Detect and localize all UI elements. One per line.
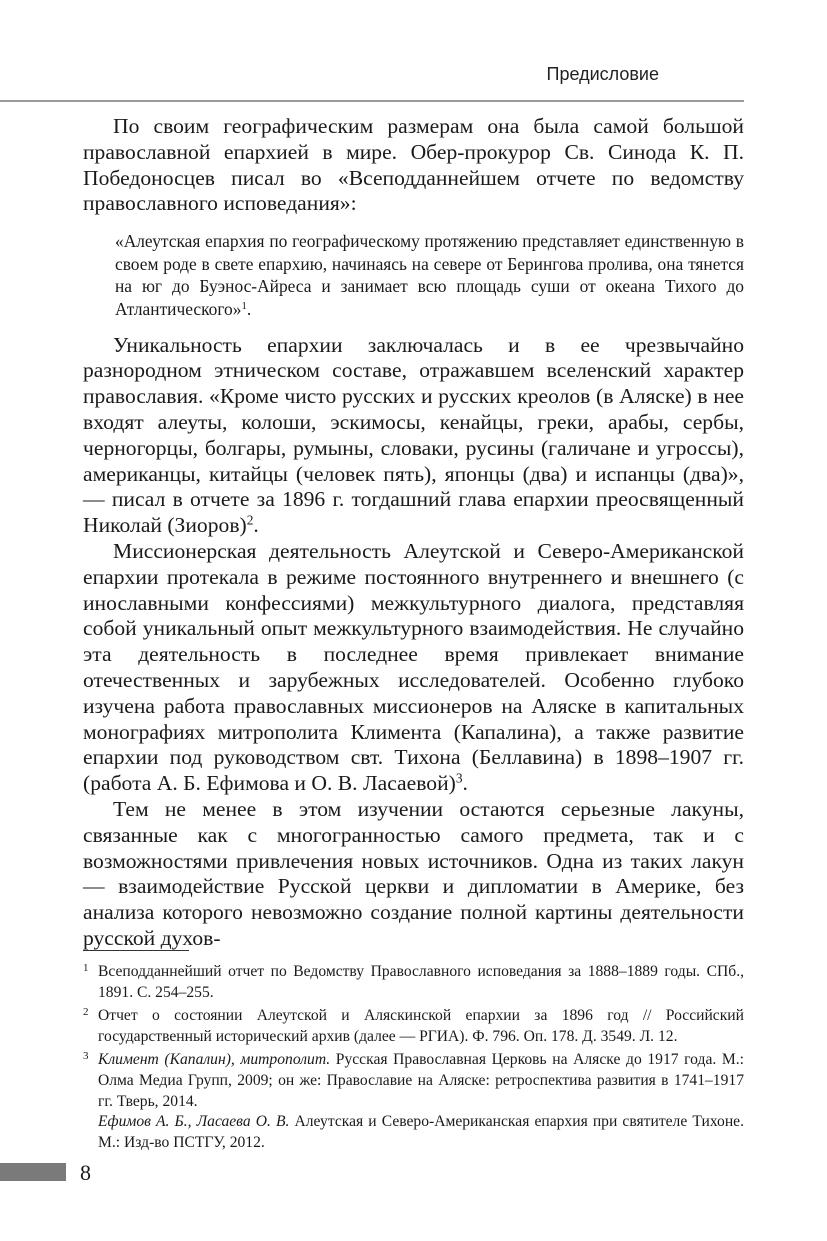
footnote-ref-1[interactable]: 1 xyxy=(241,300,247,313)
footnote-text: Русская Православная Церковь на Аляске до 1917 года. М.: Олма Медиа Групп, 2009; он же: Православие на Аляске: ретроспектива развития в 1741–1917 гг. Тверь, 2014. xyxy=(98,1051,744,1110)
footnote-number: 3 xyxy=(83,1050,89,1063)
paragraph-4-text: Тем не менее в этом изучении остаются серьезные лакуны, связанные как с многогранностью самого предмета, так и с возможностями привлечения новых источников. Одна из таких лакун — взаимодействие Русской церкви и дипломатии в Америке, без анализа которого невозможно создание полной картины деятельности русской духов- xyxy=(83,796,744,950)
paragraph-1-text: По своим географическим размерам она была самой большой православной епархией в мире. Обер-прокурор Св. Синода К. П. Победоносцев писал во «Всеподданнейшем отчете по ведомству православного исповедания»: xyxy=(83,114,744,216)
footnotes xyxy=(83,962,744,1156)
paragraph-2 xyxy=(83,333,744,539)
paragraph-4 xyxy=(83,797,744,952)
footnote-number: 1 xyxy=(83,962,89,974)
footnote-text: Отчет о состоянии Алеутской и Аляскинской епархии за 1896 год // Российский государственный исторический архив (далее — РГИА). Ф. 796. Оп. 178. Д. 3549. Л. 12. xyxy=(98,1007,744,1045)
paragraph-1 xyxy=(83,114,744,217)
footnote-2 xyxy=(83,1006,744,1047)
paragraph-3 xyxy=(83,539,744,797)
block-quote-text: «Алеутская епархия по географическому протяжению представляет единственную в своем роде в свете епархию, начинаясь на севере от Берингова пролива, она тянется на юг до Буэнос-Айреса и занимает всю площадь суши от океана Тихого до Атлантического» xyxy=(115,231,744,319)
header-rule xyxy=(0,100,744,102)
paragraph-3-end: . xyxy=(462,771,468,796)
footnote-3 xyxy=(83,1050,744,1153)
footnote-ref-3[interactable]: 3 xyxy=(455,770,463,786)
block-quote xyxy=(115,230,744,320)
main-text xyxy=(83,114,744,952)
paragraph-2-text: Уникальность епархии заключалась и в ее чрезвычайно разнородном этническом составе, отражавшем вселенский характер православия. «Кроме чисто русских и русских креолов (в Аляске) в нее входят алеуты, колоши, эскимосы, кенайцы, греки, арабы, сербы, черногорцы, болгары, румыны, словаки, русины (галичане и угроссы), американцы, китайцы (человек пять), японцы (два) и испанцы (два)», — писал в отчете за 1896 г. тогдашний глава епархии преосвященный Николай (Зиоров) xyxy=(83,332,744,538)
block-quote-end: . xyxy=(246,298,252,319)
footnote-text: Всеподданнейший отчет по Ведомству Православного исповедания за 1888–1889 годы. СПб., 1891. С. 254–255. xyxy=(98,963,744,1001)
footnote-1 xyxy=(83,962,744,1003)
footnote-ref-2[interactable]: 2 xyxy=(246,512,254,528)
paragraph-2-end: . xyxy=(253,513,259,538)
header-title: Предисловие xyxy=(546,64,659,84)
footnote-author: Климент (Капалин), митрополит. xyxy=(98,1051,331,1069)
footnote-author: Ефимов А. Б., Ласаева О. В. xyxy=(98,1113,290,1131)
page-marker-bar xyxy=(0,1163,66,1181)
page-number: 8 xyxy=(80,1160,91,1185)
paragraph-3-text: Миссионерская деятельность Алеутской и Северо-Американской епархии протекала в режиме постоянного внутреннего и внешнего (с инославными конфессиями) межкультурного диалога, представляя собой уникальный опыт межкультурного взаимодействия. Не случайно эта деятельность в последнее время привлекает внимание отечественных и зарубежных исследователей. Особенно глубоко изучена работа православных миссионеров на Аляске в капитальных монографиях митрополита Климента (Капалина), а также развитие епархии под руководством свт. Тихона (Беллавина) в 1898–1907 гг. (работа А. Б. Ефимова и О. В. Ласаевой) xyxy=(83,538,744,796)
footnote-rule xyxy=(83,950,189,951)
footnote-text: Алеутская и Северо-Американская епархия при святителе Тихоне. М.: Изд-во ПСТГУ, 2012. xyxy=(98,1113,744,1151)
footnote-number: 2 xyxy=(83,1006,89,1019)
